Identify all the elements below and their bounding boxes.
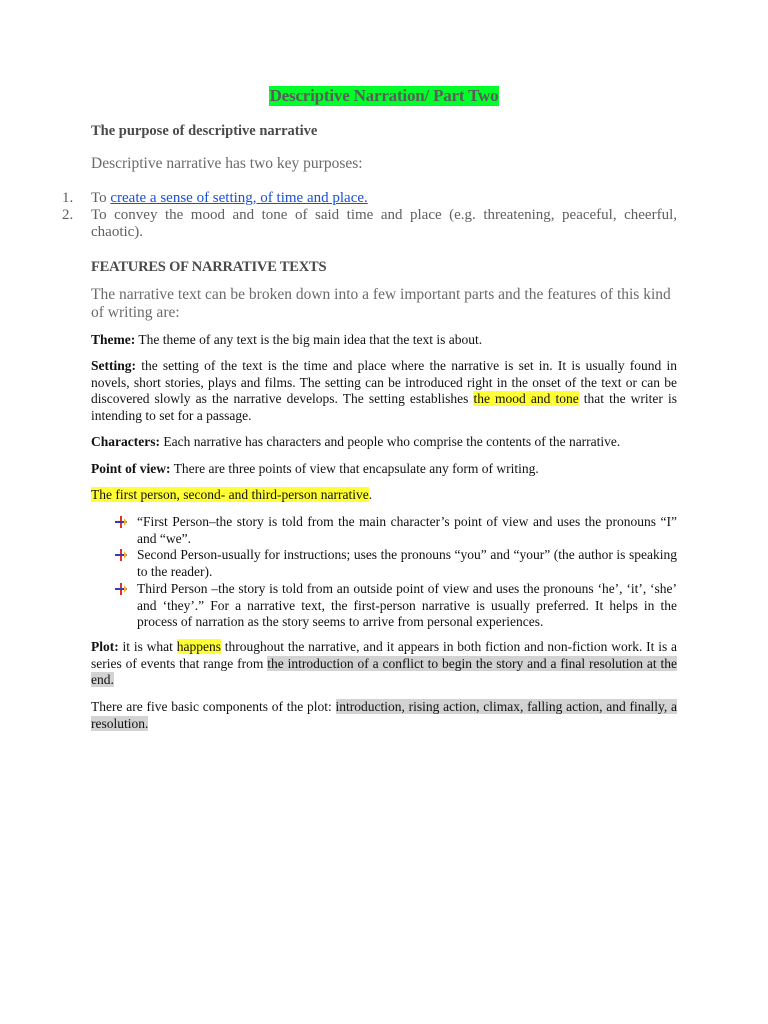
- features-intro: The narrative text can be broken down into a few important parts and the features of this kind of writing are:: [91, 286, 671, 321]
- setting-text: the setting of the text is the time and place where the narrative is set in. It is usually found in novels, short stories, plays and films. The setting can be introduced right in the onset of the text or can be discovered slowly as the narrative develops. The setting establishes: [91, 358, 677, 407]
- arrow-bullet-icon: [115, 549, 127, 561]
- pov-text: There are three points of view that encapsulate any form of writing.: [170, 461, 539, 476]
- list-item: [115, 514, 677, 547]
- components-highlight: introduction, rising action, climax, falling action, and finally, a resolution.: [91, 699, 677, 731]
- bullet-text: Third Person –the story is told from an outside point of view and uses the pronouns ‘he’, ‘it’, ‘she’ and ‘they’.” For a narrative text, the first-person narrative is usually preferred. It helps in the process of narration as the story seems to arrive from personal experiences.: [137, 580, 677, 630]
- setting-label: Setting:: [91, 358, 136, 373]
- components-paragraph: [91, 699, 677, 732]
- bullet-text: “First Person–the story is told from the main character’s point of view and uses the pronouns “I” and “we”.: [137, 514, 677, 546]
- happens-highlight: happens: [176, 639, 221, 654]
- features-heading: FEATURES OF NARRATIVE TEXTS: [91, 259, 327, 275]
- list-item: [115, 581, 677, 631]
- pov-types-paragraph: [91, 487, 677, 504]
- list-number: 2.: [62, 207, 74, 223]
- characters-paragraph: [91, 434, 677, 451]
- setting-link[interactable]: create a sense of setting, of time and place.: [110, 190, 368, 206]
- plot-label: Plot:: [91, 639, 119, 654]
- title-container: [91, 86, 677, 106]
- list-text: To convey the mood and tone of said time and place (e.g. threatening, peaceful, cheerful, chaotic).: [91, 207, 677, 240]
- theme-label: Theme:: [91, 332, 136, 347]
- pov-types-highlight: The first person, second- and third-person narrative: [91, 487, 369, 502]
- setting-text-end: that the writer is intending to set for a passage.: [91, 391, 677, 424]
- setting-paragraph: [91, 358, 677, 425]
- mood-tone-highlight: the mood and tone: [473, 391, 579, 407]
- theme-paragraph: [91, 332, 677, 349]
- arrow-bullet-icon: [115, 583, 127, 595]
- purpose-heading: The purpose of descriptive narrative: [91, 123, 318, 139]
- purpose-list: [62, 190, 677, 241]
- pov-bullet-list: [115, 514, 677, 631]
- list-item: [115, 547, 677, 580]
- components-text: There are five basic components of the plot:: [91, 699, 336, 714]
- pov-label: Point of view:: [91, 461, 171, 476]
- list-number: 1.: [62, 190, 74, 206]
- list-item: [62, 207, 677, 241]
- document-title: Descriptive Narration/ Part Two: [269, 86, 499, 105]
- arrow-bullet-icon: [115, 516, 127, 528]
- pov-types-end: .: [368, 487, 373, 502]
- list-text: To: [91, 190, 111, 206]
- plot-text: it is what: [118, 639, 177, 654]
- conflict-highlight: the introduction of a conflict to begin the story and a final resolution at the end.: [91, 655, 678, 688]
- bullet-text: Second Person-usually for instructions; uses the pronouns “you” and “your” (the author is speaking to the reader).: [137, 547, 677, 580]
- list-item: [62, 190, 677, 207]
- characters-label: Characters:: [91, 434, 160, 449]
- purpose-intro: Descriptive narrative has two key purposes:: [91, 155, 363, 172]
- plot-paragraph: [91, 639, 677, 689]
- pov-paragraph: [91, 461, 677, 478]
- characters-text: Each narrative has characters and people who comprise the contents of the narrative.: [159, 434, 621, 449]
- plot-text-mid: throughout the narrative, and it appears in both fiction and non-fiction work. It is a series of events that range from: [91, 639, 677, 671]
- theme-text: The theme of any text is the big main idea that the text is about.: [135, 332, 483, 347]
